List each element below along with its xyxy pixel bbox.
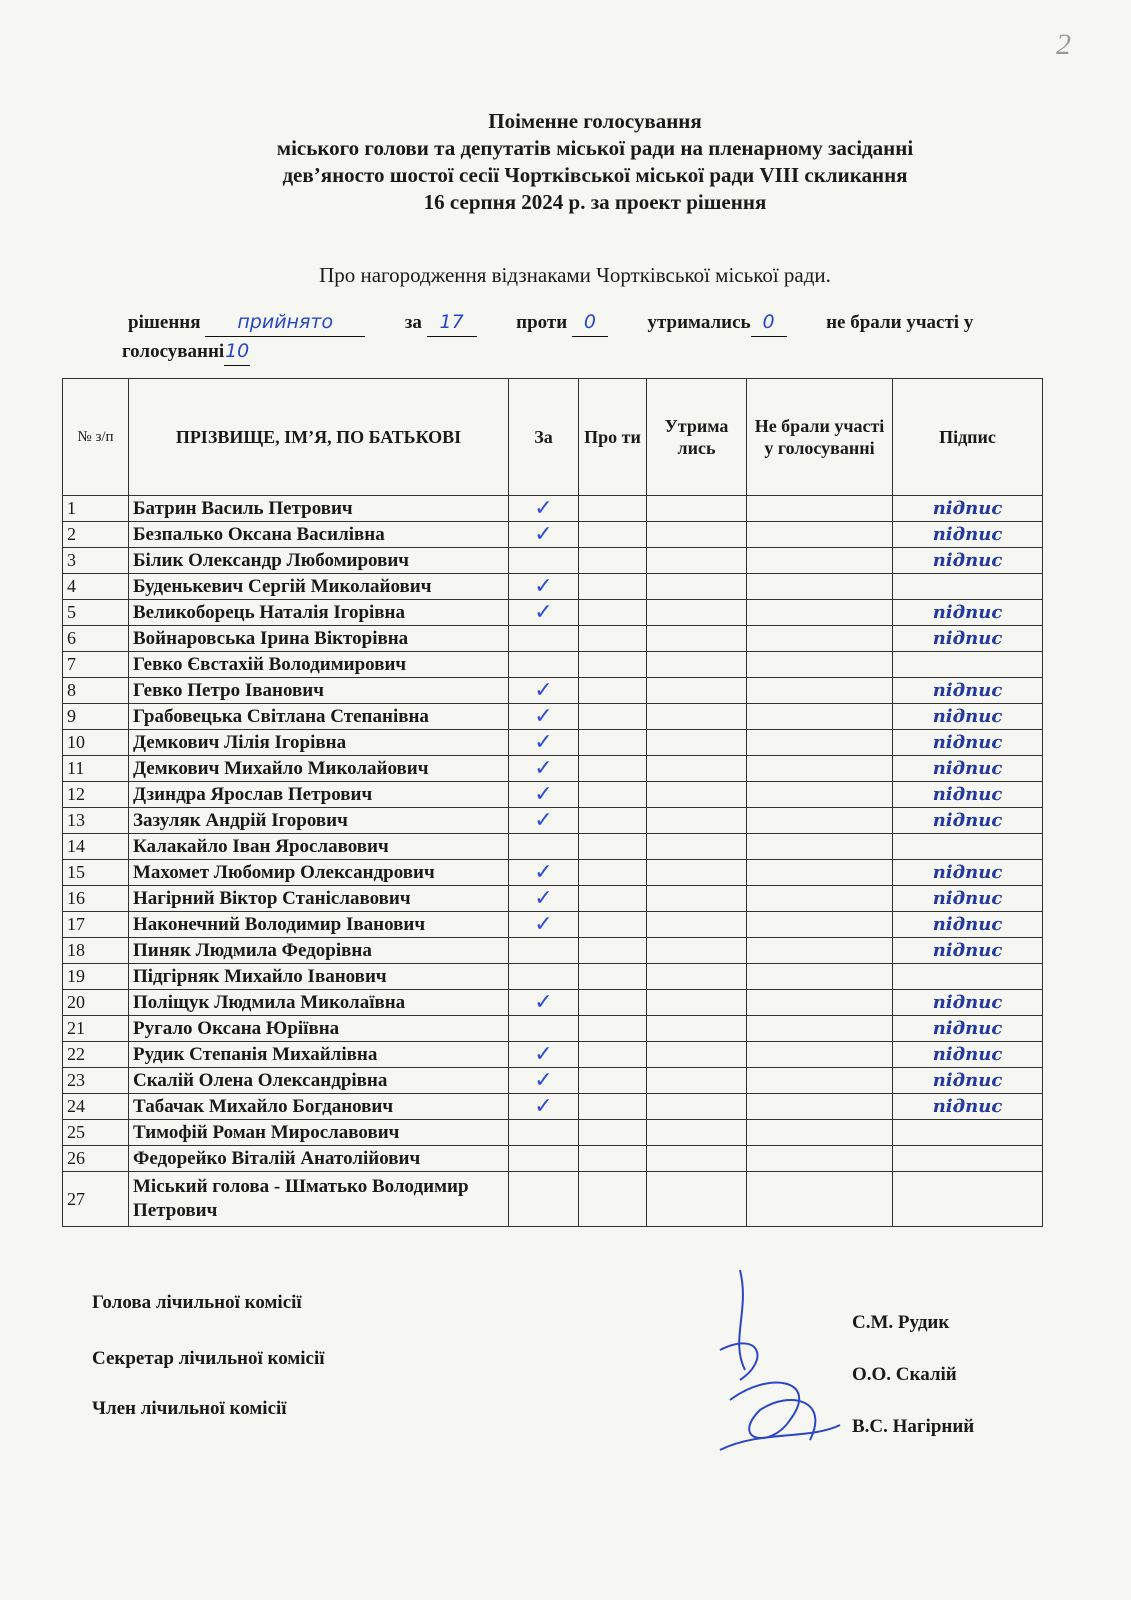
table-row [63, 522, 1043, 548]
member-name: Демкович Михайло Миколайович [129, 756, 509, 782]
roll-call-table [62, 378, 1043, 1227]
row-number: 8 [63, 678, 129, 704]
vote-against-cell [579, 730, 647, 756]
chair-label: Голова лічильної комісії [92, 1292, 302, 1313]
not-participated-cell [747, 1016, 893, 1042]
table-row [63, 652, 1043, 678]
table-row [63, 548, 1043, 574]
not-participated-cell [747, 600, 893, 626]
against-count: 0 [572, 308, 608, 337]
vote-for-mark: ✓ [509, 756, 579, 782]
vote-for-mark [509, 1120, 579, 1146]
signature-cell: підпис [893, 782, 1043, 808]
member-name: Калакайло Іван Ярославович [129, 834, 509, 860]
vote-for-mark [509, 548, 579, 574]
not-participated-cell [747, 1068, 893, 1094]
signature-cell: підпис [893, 912, 1043, 938]
vote-abstained-cell [647, 1172, 747, 1227]
vote-against-cell [579, 574, 647, 600]
table-row [63, 938, 1043, 964]
document-title [180, 108, 1010, 216]
member-name: Буденькевич Сергій Миколайович [129, 574, 509, 600]
vote-for-mark: ✓ [509, 704, 579, 730]
table-row [63, 1042, 1043, 1068]
chair-name: С.М. Рудик [852, 1312, 950, 1333]
not-participated-cell [747, 652, 893, 678]
vote-against-cell [579, 1068, 647, 1094]
vote-abstained-cell [647, 834, 747, 860]
vote-against-cell [579, 652, 647, 678]
signature-cell: підпис [893, 1094, 1043, 1120]
vote-for-mark [509, 626, 579, 652]
table-row [63, 626, 1043, 652]
col-header-abstained: Утрима лись [647, 379, 747, 496]
signature-cell: підпис [893, 808, 1043, 834]
signature-cell: підпис [893, 496, 1043, 522]
signature-cell: підпис [893, 886, 1043, 912]
member-name: Білик Олександр Любомирович [129, 548, 509, 574]
table-row [63, 1094, 1043, 1120]
vote-against-cell [579, 834, 647, 860]
vote-abstained-cell [647, 548, 747, 574]
member-name: Гевко Євстахій Володимирович [129, 652, 509, 678]
table-row [63, 496, 1043, 522]
vote-abstained-cell [647, 678, 747, 704]
not-participated-cell [747, 782, 893, 808]
not-participated-cell [747, 626, 893, 652]
vote-against-cell [579, 1120, 647, 1146]
secretary-label: Секретар лічильної комісії [92, 1348, 325, 1369]
vote-against-cell [579, 938, 647, 964]
vote-for-mark: ✓ [509, 1042, 579, 1068]
vote-against-cell [579, 886, 647, 912]
signature-cell [893, 1120, 1043, 1146]
signature-cell [893, 1146, 1043, 1172]
vote-abstained-cell [647, 782, 747, 808]
row-number: 23 [63, 1068, 129, 1094]
row-number: 7 [63, 652, 129, 678]
row-number: 26 [63, 1146, 129, 1172]
vote-for-mark: ✓ [509, 574, 579, 600]
member-name: Федорейко Віталій Анатолійович [129, 1146, 509, 1172]
page-number: 2 [1056, 28, 1071, 61]
not-participated-cell [747, 834, 893, 860]
row-number: 19 [63, 964, 129, 990]
vote-abstained-cell [647, 886, 747, 912]
vote-for-mark: ✓ [509, 1094, 579, 1120]
table-row [63, 834, 1043, 860]
vote-abstained-cell [647, 522, 747, 548]
against-label: проти [516, 312, 568, 333]
signature-cell: підпис [893, 626, 1043, 652]
vote-abstained-cell [647, 1120, 747, 1146]
signature-cell: підпис [893, 756, 1043, 782]
not-participated-cell [747, 1172, 893, 1227]
table-row [63, 1068, 1043, 1094]
vote-for-mark: ✓ [509, 678, 579, 704]
signature-cell: підпис [893, 860, 1043, 886]
decision-value: прийнято [205, 308, 365, 337]
row-number: 24 [63, 1094, 129, 1120]
vote-against-cell [579, 860, 647, 886]
vote-abstained-cell [647, 626, 747, 652]
not-participated-cell [747, 548, 893, 574]
vote-for-mark: ✓ [509, 496, 579, 522]
resolution-subject: Про нагородження відзнаками Чортківської міської ради. [319, 263, 831, 287]
row-number: 17 [63, 912, 129, 938]
vote-for-mark [509, 1172, 579, 1227]
row-number: 16 [63, 886, 129, 912]
member-name: Тимофій Роман Мирославович [129, 1120, 509, 1146]
vote-for-mark: ✓ [509, 860, 579, 886]
row-number: 13 [63, 808, 129, 834]
row-number: 10 [63, 730, 129, 756]
title-line-2: міського голови та депутатів міської ради на пленарному засіданні [276, 136, 914, 160]
member-name: Батрин Василь Петрович [129, 496, 509, 522]
not-participated-cell [747, 938, 893, 964]
signature-cell: підпис [893, 548, 1043, 574]
member-name: Табачак Михайло Богданович [129, 1094, 509, 1120]
vote-against-cell [579, 496, 647, 522]
vote-abstained-cell [647, 496, 747, 522]
table-header-row [63, 379, 1043, 496]
member-name: Безпалько Оксана Василівна [129, 522, 509, 548]
vote-for-mark: ✓ [509, 522, 579, 548]
vote-for-mark [509, 834, 579, 860]
table-row [63, 704, 1043, 730]
row-number: 2 [63, 522, 129, 548]
vote-abstained-cell [647, 730, 747, 756]
vote-abstained-cell [647, 990, 747, 1016]
signature-cell: підпис [893, 938, 1043, 964]
vote-abstained-cell [647, 808, 747, 834]
member-name: Великоборець Наталія Ігорівна [129, 600, 509, 626]
vote-abstained-cell [647, 1094, 747, 1120]
table-row [63, 886, 1043, 912]
col-header-signature: Підпис [893, 379, 1043, 496]
col-header-num: № з/п [63, 379, 129, 496]
table-row [63, 756, 1043, 782]
not-participated-cell [747, 990, 893, 1016]
not-participated-cell [747, 912, 893, 938]
vote-for-mark [509, 652, 579, 678]
member-name: Нагірний Віктор Станіславович [129, 886, 509, 912]
title-line-1: Поіменне голосування [488, 109, 702, 133]
signature-cell: підпис [893, 600, 1043, 626]
vote-abstained-cell [647, 652, 747, 678]
row-number: 4 [63, 574, 129, 600]
col-header-name: ПРІЗВИЩЕ, ІМ’Я, ПО БАТЬКОВІ [129, 379, 509, 496]
vote-against-cell [579, 808, 647, 834]
vote-for-mark: ✓ [509, 730, 579, 756]
not-participated-cell [747, 1094, 893, 1120]
vote-abstained-cell [647, 574, 747, 600]
row-number: 21 [63, 1016, 129, 1042]
vote-abstained-cell [647, 860, 747, 886]
signature-cell: підпис [893, 730, 1043, 756]
vote-for-mark [509, 1016, 579, 1042]
not-participated-cell [747, 522, 893, 548]
vote-against-cell [579, 1042, 647, 1068]
vote-against-cell [579, 1016, 647, 1042]
signature-cell: підпис [893, 704, 1043, 730]
table-row [63, 808, 1043, 834]
row-number: 25 [63, 1120, 129, 1146]
col-header-against: Про ти [579, 379, 647, 496]
vote-against-cell [579, 1172, 647, 1227]
vote-against-cell [579, 522, 647, 548]
member-name: Міський голова - Шматько Володимир Петрович [129, 1172, 509, 1227]
vote-abstained-cell [647, 1016, 747, 1042]
table-row [63, 1120, 1043, 1146]
title-line-3: дев’яносто шостої сесії Чортківської міської ради VIII скликання [282, 163, 908, 187]
row-number: 20 [63, 990, 129, 1016]
signature-cell [893, 834, 1043, 860]
table-row [63, 1146, 1043, 1172]
table-row [63, 600, 1043, 626]
member-name: Наконечний Володимир Іванович [129, 912, 509, 938]
not-participated-cell [747, 1146, 893, 1172]
member-name: Дзиндра Ярослав Петрович [129, 782, 509, 808]
vote-for-mark: ✓ [509, 600, 579, 626]
table-row [63, 678, 1043, 704]
table-row [63, 574, 1043, 600]
not-participated-cell [747, 860, 893, 886]
signature-cell: підпис [893, 990, 1043, 1016]
table-row [63, 730, 1043, 756]
row-number: 11 [63, 756, 129, 782]
vote-abstained-cell [647, 938, 747, 964]
vote-for-mark [509, 938, 579, 964]
vote-against-cell [579, 782, 647, 808]
not-participated-cell [747, 808, 893, 834]
row-number: 18 [63, 938, 129, 964]
vote-abstained-cell [647, 912, 747, 938]
member-name-footer: В.С. Нагірний [852, 1416, 975, 1437]
vote-against-cell [579, 756, 647, 782]
abstained-count: 0 [751, 308, 787, 337]
vote-abstained-cell [647, 1068, 747, 1094]
row-number: 22 [63, 1042, 129, 1068]
not-participated-cell [747, 496, 893, 522]
row-number: 12 [63, 782, 129, 808]
signature-cell: підпис [893, 1068, 1043, 1094]
row-number: 5 [63, 600, 129, 626]
member-name: Махомет Любомир Олександрович [129, 860, 509, 886]
not-participated-cell [747, 678, 893, 704]
vote-for-mark [509, 964, 579, 990]
row-number: 15 [63, 860, 129, 886]
row-number: 9 [63, 704, 129, 730]
member-name: Ругало Оксана Юріївна [129, 1016, 509, 1042]
for-count: 17 [427, 308, 477, 337]
for-label: за [404, 312, 422, 333]
not-participated-cell [747, 730, 893, 756]
member-label: Член лічильної комісії [92, 1398, 287, 1419]
row-number: 1 [63, 496, 129, 522]
not-participated-cell [747, 1042, 893, 1068]
signature-cell [893, 574, 1043, 600]
vote-against-cell [579, 964, 647, 990]
signature-cell [893, 652, 1043, 678]
vote-abstained-cell [647, 756, 747, 782]
vote-against-cell [579, 626, 647, 652]
vote-against-cell [579, 1094, 647, 1120]
member-name: Скалій Олена Олександрівна [129, 1068, 509, 1094]
commission-signatures [700, 1250, 860, 1480]
vote-against-cell [579, 704, 647, 730]
not-participated-label-2: голосуванні [122, 341, 225, 362]
signature-cell [893, 964, 1043, 990]
vote-against-cell [579, 600, 647, 626]
vote-against-cell [579, 990, 647, 1016]
not-participated-cell [747, 886, 893, 912]
vote-abstained-cell [647, 1042, 747, 1068]
decision-label: рішення [128, 312, 201, 333]
vote-abstained-cell [647, 1146, 747, 1172]
abstained-label: утримались [647, 312, 751, 333]
vote-for-mark: ✓ [509, 1068, 579, 1094]
vote-for-mark: ✓ [509, 912, 579, 938]
table-row [63, 782, 1043, 808]
vote-against-cell [579, 912, 647, 938]
signature-cell: підпис [893, 1042, 1043, 1068]
vote-abstained-cell [647, 964, 747, 990]
row-number: 6 [63, 626, 129, 652]
not-participated-count: 10 [224, 337, 250, 366]
table-row [63, 964, 1043, 990]
member-name: Грабовецька Світлана Степанівна [129, 704, 509, 730]
vote-for-mark: ✓ [509, 808, 579, 834]
not-participated-cell [747, 964, 893, 990]
signature-cell [893, 1172, 1043, 1227]
signature-cell: підпис [893, 522, 1043, 548]
row-number: 14 [63, 834, 129, 860]
member-name: Поліщук Людмила Миколаївна [129, 990, 509, 1016]
row-number: 3 [63, 548, 129, 574]
vote-against-cell [579, 1146, 647, 1172]
table-row [63, 1016, 1043, 1042]
vote-against-cell [579, 678, 647, 704]
vote-for-mark: ✓ [509, 990, 579, 1016]
decision-summary [122, 308, 1058, 366]
vote-against-cell [579, 548, 647, 574]
not-participated-cell [747, 756, 893, 782]
member-name: Підгірняк Михайло Іванович [129, 964, 509, 990]
not-participated-label: не брали участі у [826, 312, 974, 333]
vote-abstained-cell [647, 600, 747, 626]
table-row [63, 990, 1043, 1016]
vote-for-mark [509, 1146, 579, 1172]
signature-cell: підпис [893, 678, 1043, 704]
vote-for-mark: ✓ [509, 782, 579, 808]
member-name: Рудик Степанія Михайлівна [129, 1042, 509, 1068]
vote-abstained-cell [647, 704, 747, 730]
col-header-not-participated: Не брали участі у голосуванні [747, 379, 893, 496]
secretary-name: О.О. Скалій [852, 1364, 957, 1385]
member-name: Демкович Лілія Ігорівна [129, 730, 509, 756]
not-participated-cell [747, 1120, 893, 1146]
not-participated-cell [747, 704, 893, 730]
vote-for-mark: ✓ [509, 886, 579, 912]
member-name: Пиняк Людмила Федорівна [129, 938, 509, 964]
table-row [63, 860, 1043, 886]
member-name: Зазуляк Андрій Ігорович [129, 808, 509, 834]
col-header-for: За [509, 379, 579, 496]
table-row [63, 912, 1043, 938]
title-line-4: 16 серпня 2024 р. за проект рішення [423, 190, 767, 214]
table-row [63, 1172, 1043, 1227]
not-participated-cell [747, 574, 893, 600]
signature-cell: підпис [893, 1016, 1043, 1042]
member-name: Войнаровська Ірина Вікторівна [129, 626, 509, 652]
member-name: Гевко Петро Іванович [129, 678, 509, 704]
row-number: 27 [63, 1172, 129, 1227]
